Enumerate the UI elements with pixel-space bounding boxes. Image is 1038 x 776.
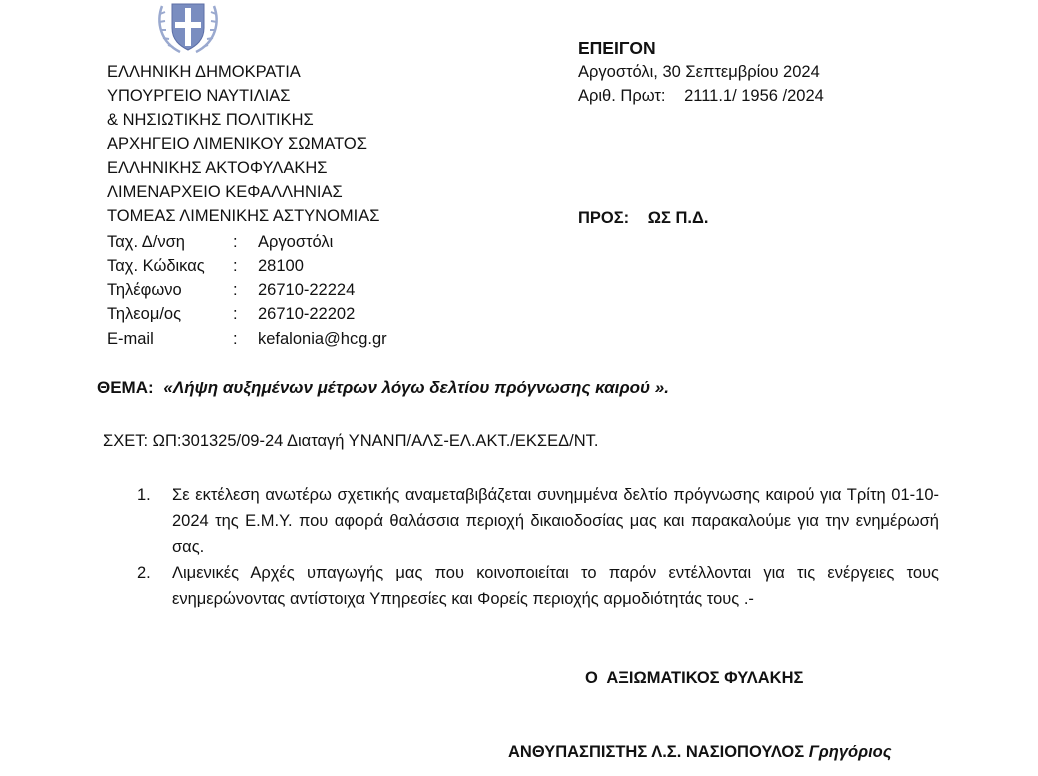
sender-line: ΤΟΜΕΑΣ ΛΙΜΕΝΙΚΗΣ ΑΣΤΥΝΟΜΙΑΣ [107,207,380,225]
contact-row [0,302,500,326]
protocol-label: Αριθ. Πρωτ: [578,87,666,105]
contact-row [0,230,500,254]
contact-row [0,327,500,351]
sender-line: & ΝΗΣΙΩΤΙΚΗΣ ΠΟΛΙΤΙΚΗΣ [107,111,314,129]
sender-line: ΑΡΧΗΓΕΙΟ ΛΙΜΕΝΙΚΟΥ ΣΩΜΑΤΟΣ [107,135,367,153]
contact-colon: : [233,233,238,251]
contact-label: Ταχ. Κώδικας [107,257,205,275]
greek-emblem-icon [150,0,226,54]
contact-colon: : [233,305,238,323]
contact-label: Τηλέφωνο [107,281,182,299]
contact-row [0,254,500,278]
contact-row [0,278,500,302]
contact-colon: : [233,330,238,348]
signature-title: Ο ΑΞΙΩΜΑΤΙΚΟΣ ΦΥΛΑΚΗΣ [585,669,804,687]
protocol-number: 2111.1/ 1956 /2024 [684,87,824,105]
contact-colon: : [233,281,238,299]
sender-line: ΛΙΜΕΝΑΡΧΕΙΟ ΚΕΦΑΛΛΗΝΙΑΣ [107,183,343,201]
signature-name [508,740,892,764]
recipient-value: ΩΣ Π.Δ. [647,209,709,227]
signature-name-caps: ΑΝΘΥΠΑΣΠΙΣΤΗΣ Λ.Σ. ΝΑΣΙΟΠΟΥΛΟΣ [508,743,805,761]
contact-colon: : [233,257,238,275]
item-number: 1. [137,486,151,504]
item-text: Λιμενικές Αρχές υπαγωγής μας που κοινοποιείται το παρόν εντέλλονται για τις ενέργειες τους ενημερώνοντας αντίστοιχα Υπηρεσίες και Φορείς περιοχής αρμοδιότητάς τους .- [172,564,939,608]
contact-value: 26710-22202 [258,305,356,323]
contact-value: Αργοστόλι [258,233,334,251]
item-text: Σε εκτέλεση ανωτέρω σχετικής αναμεταβιβάζεται συνημμένα δελτίο πρόγνωσης καιρού για Τρίτη 01-10-2024 της Ε.Μ.Υ. που αφορά θαλάσσια περιοχή δικαιοδοσίας μας και παρακαλούμε για την ενημέρωσή σας. [172,486,939,556]
body-list [137,482,939,612]
list-item [137,482,939,560]
sender-block [107,60,379,228]
contact-label: Τηλεομ/ος [107,305,182,323]
signature-name-given: Γρηγόριος [808,743,892,761]
protocol-line [578,84,824,108]
recipient-label: ΠΡΟΣ: [578,209,630,227]
date-line: Αργοστόλι, 30 Σεπτεμβρίου 2024 [578,63,820,81]
subject-text: «Λήψη αυξημένων μέτρων λόγω δελτίου πρόγνωσης καιρού ». [163,378,669,397]
contact-label: Ταχ. Δ/νση [107,233,185,251]
sender-line: ΥΠΟΥΡΓΕΙΟ ΝΑΥΤΙΛΙΑΣ [107,87,291,105]
contact-label: E-mail [107,330,154,348]
sender-line: ΕΛΛΗΝΙΚΗ ΔΗΜΟΚΡΑΤΙΑ [107,63,301,81]
item-number: 2. [137,564,151,582]
contact-value: 28100 [258,257,304,275]
priority-label: ΕΠΕΙΓΟΝ [578,38,656,58]
reference-line: ΣΧΕΤ: ΩΠ:301325/09-24 Διαταγή ΥΝΑΝΠ/ΑΛΣ-ΕΛ.ΑΚΤ./ΕΚΣΕΔ/ΝΤ. [103,432,599,450]
list-item [137,560,939,612]
sender-line: ΕΛΛΗΝΙΚΗΣ ΑΚΤΟΦΥΛΑΚΗΣ [107,159,328,177]
contact-value: kefalonia@hcg.gr [258,330,387,348]
contact-value: 26710-22224 [258,281,356,299]
subject-line [97,376,669,400]
recipient-line [578,206,708,230]
subject-label: ΘΕΜΑ: [97,378,154,397]
